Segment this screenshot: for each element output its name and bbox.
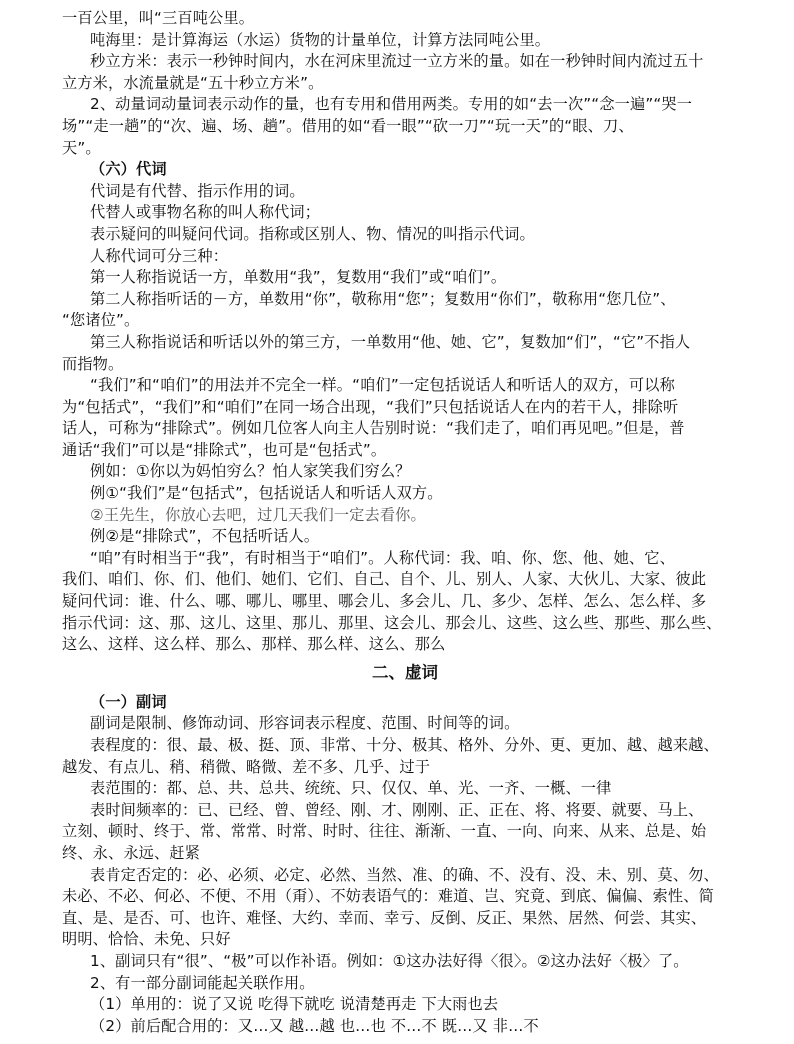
text-line: 表范围的：都、总、共、总共、统统、只、仅仅、单、光、一齐、一概、一律 (90, 779, 612, 798)
text-line: 疑问代词：谁、什么、哪、哪儿、哪里、哪会儿、多会儿、几、多少、怎样、怎么、怎么样、多 (62, 592, 707, 611)
text-line: 而指物。 (62, 354, 124, 373)
text-line: 表示疑问的叫疑问代词。指称或区别人、物、情况的叫指示代词。 (90, 224, 535, 243)
text-line: 秒立方米：表示一秒钟时间内，水在河床里流过一立方米的量。如在一秒钟时间内流过五十 (90, 52, 704, 71)
text-line: 我们、咱们、你、们、他们、她们、它们、自己、自个、儿、别人、人家、大伙儿、大家、彼此 (62, 570, 707, 589)
text-line: 2、动量词动量词表示动作的量，也有专用和借用两类。专用的如“去一次”“念一遍”“哭一 (90, 95, 693, 114)
text-line: 第一人称指说话一方，单数用“我”，复数用“我们”或“咱们”。 (90, 268, 507, 287)
text-line: 越发、有点儿、稍、稍微、略微、差不多、几乎、过于 (62, 757, 431, 776)
text-line: 吨海里：是计算海运（水运）货物的计量单位，计算方法同吨公里。 (90, 30, 551, 49)
text-line: 代替人或事物名称的叫人称代词； (90, 203, 321, 222)
text-line: ②王先生，你放心去吧，过几天我们一定去看你。 (90, 505, 426, 524)
text-line: 这么、这样、这么样、那么、那样、那么样、这么、那么 (62, 635, 446, 654)
subsection-heading: （六）代词 (90, 160, 167, 179)
text-line: 2、有一部分副词能起关联作用。 (90, 973, 315, 992)
text-line: 明明、恰恰、未免、只好 (62, 930, 231, 949)
text-line: “您诸位”。 (62, 311, 140, 330)
text-line: 表时间频率的：已、已经、曾、曾经、刚、才、刚刚、正、正在、将、将要、就要、马上、 (90, 800, 704, 819)
text-line: 立方米，水流量就是“五十秒立方米”。 (62, 73, 324, 92)
text-line: 第二人称指听话的－方，单数用“你”，敬称用“您”；复数用“你们”，敬称用“您几位”、 (90, 289, 676, 308)
text-line: 话人，可称为“排除式”。例如几位客人向主人告别时说：“我们走了，咱们再见吧。”但是，普 (62, 419, 685, 438)
function-words-section (62, 692, 748, 1038)
text-line: 例如：①你以为妈怕穷么？怕人家笑我们穷么？ (90, 462, 411, 481)
text-line: 一百公里，叫“三百吨公里。 (62, 9, 255, 27)
text-line: （2）前后配合用的：又…又 越…越 也…也 不…不 既…又 非…不 (90, 1016, 539, 1035)
text-line: （1）单用的：说了又说 吃得下就吃 说清楚再走 下大雨也去 (90, 995, 499, 1014)
text-line: 通话“我们”可以是“排除式”，也可是“包括式”。 (62, 440, 387, 459)
text-line: 天”。 (62, 138, 101, 157)
text-line: 人称代词可分三种： (90, 246, 229, 265)
text-line: 第三人称指说话和听话以外的第三方，一单数用“他、她、它”，复数加“们”，“它”不指人 (90, 332, 691, 351)
text-line: 例①“我们”是“包括式”，包括说话人和听话人双方。 (90, 484, 443, 503)
text-line: 指示代词：这、那、这儿、这里、那儿、那里、这会儿、那会儿、这些、这么些、那些、那么些、 (62, 613, 722, 632)
text-line: 表程度的：很、最、极、挺、顶、非常、十分、极其、格外、分外、更、更加、越、越来越、 (90, 736, 719, 754)
text-line: 为“包括式”，“我们”和“咱们”在同一场合出现，“我们”只包括说话人在内的若干人，排除听 (62, 397, 679, 416)
text-line: “咱”有时相当于“我”，有时相当于“咱们”。人称代词：我、咱、你、您、他、她、它、 (90, 548, 675, 567)
text-line: 代词是有代替、指示作用的词。 (90, 181, 305, 200)
pronoun-section (62, 8, 748, 656)
text-line: 副词是限制、修饰动词、形容词表示程度、范围、时间等的词。 (90, 714, 520, 733)
section-heading: 二、虚词 (372, 662, 438, 682)
text-line: 立刻、顿时、终于、常、常常、时常、时时、往往、渐渐、一直、一向、向来、从来、总是、始 (62, 822, 707, 841)
text-line: 表肯定否定的：必、必须、必定、必然、当然、准、的确、不、没有、没、未、别、莫、勿、 (90, 865, 719, 884)
text-line: 例②是“排除式”，不包括听话人。 (90, 527, 320, 546)
text-line: 直、是、是否、可、也许、难怪、大约、幸而、幸亏、反倒、反正、果然、居然、何尝、其实、 (62, 908, 707, 927)
text-line: 终、永、永远、赶紧 (62, 843, 201, 862)
subsection-heading: （一）副词 (90, 692, 167, 711)
text-line: 场”“走一趟”的“次、遍、场、趟”。借用的如“看一眼”“砍一刀”“玩一天”的“眼、刀、 (62, 116, 634, 135)
text-line: 未必、不必、何必、不便、不用（甭）、不妨表语气的：难道、岂、究竟、到底、偏偏、索性、简 (62, 887, 714, 906)
document-page (62, 8, 748, 1037)
text-line: 1、副词只有“很”、“极”可以作补语。例如：①这办法好得〈很〉。②这办法好〈极〉了。 (90, 951, 689, 970)
text-line: “我们”和“咱们”的用法并不完全一样。“咱们”一定包括说话人和听话人的双方，可以称 (90, 376, 675, 395)
